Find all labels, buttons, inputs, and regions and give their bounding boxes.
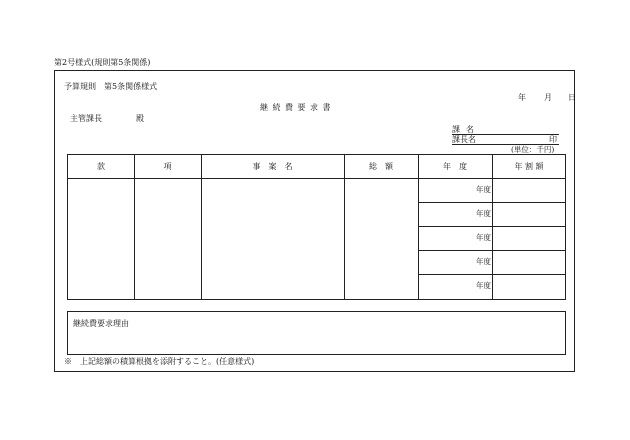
year-cell: 年度 [476, 209, 491, 218]
header-project-name: 事 案 名 [252, 162, 293, 171]
header-kou: 項 [163, 162, 172, 171]
date-day: 日 [568, 93, 576, 102]
form-title: 継続費要求書 [260, 103, 335, 112]
subform-label: 予算規則 第5条関係様式 [64, 82, 158, 91]
budget-table [67, 154, 566, 300]
seal-mark: 印 [549, 135, 557, 144]
reason-label: 継続費要求理由 [73, 319, 129, 328]
date-year: 年 [518, 93, 526, 102]
footnote: ※ 上記総額の積算根拠を添附すること。(任意様式) [64, 357, 255, 366]
form-number: 第2号様式(規則第5条関係) [54, 58, 151, 67]
head-name-label: 課長名 [452, 135, 476, 144]
header-total: 総 額 [369, 162, 393, 171]
header-annual-amount: 年 割 額 [514, 162, 544, 171]
reason-box [67, 311, 566, 355]
recipient-title: 主管課長 [70, 114, 102, 123]
unit-note: (単位：千円) [511, 145, 555, 154]
date-month: 月 [544, 93, 552, 102]
header-kan: 款 [97, 162, 105, 171]
year-cell: 年度 [476, 257, 491, 266]
year-cell: 年度 [476, 185, 491, 194]
year-cell: 年度 [476, 233, 491, 242]
header-fiscal-year: 年 度 [443, 162, 467, 171]
recipient-honorific: 殿 [136, 114, 144, 123]
year-cell: 年度 [476, 281, 491, 290]
dept-name-label: 課名 [452, 125, 480, 134]
